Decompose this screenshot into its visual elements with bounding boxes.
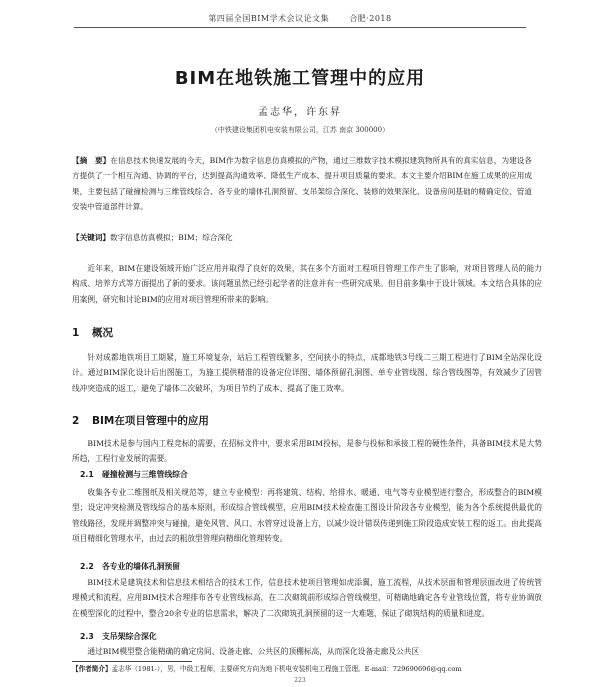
section-2-2-title: 各专业的墙体孔洞预留 [102, 562, 180, 571]
section-1-number: 1 [72, 327, 80, 339]
abstract-block [72, 153, 532, 215]
section-2-heading [72, 413, 209, 428]
author-note [72, 664, 542, 674]
section-2-1-number: 2.1 [80, 470, 94, 479]
abstract-label: 【摘 要】 [72, 156, 111, 165]
section-2-2-number: 2.2 [80, 562, 94, 571]
intro-paragraph: 近年来，BIM在建设领域开始广泛应用并取得了良好的效果，其在多个方面对工程项目管理工作产生了影响，对项目管理人员的能力构成、培养方式等方面提出了新的要求。该问题虽然已经引起学者的注意并有一些研究成果。但目前多集中于设计领域。本文结合具体的应用案例，研究和讨论BIM的应用对项目管理所带来的影响。 [72, 264, 542, 304]
paper-affiliation: （中铁建设集团机电安装有限公司，江苏 南京 300000） [210, 126, 390, 134]
running-head-conference: 第四届全国BIM学术会议论文集 [208, 14, 330, 23]
section-2-3-paragraph: 通过BIM模型整合能精确的确定房间、设备走廊、公共区的顶棚标高，从而深化设备走廊及公共区 [87, 647, 420, 656]
section-2-3-title: 支吊架综合深化 [102, 632, 157, 641]
page-number: 223 [294, 677, 306, 684]
author-note-label: 【作者简介】 [72, 665, 112, 673]
section-2-3-heading [80, 631, 157, 642]
author-note-text: 孟志华（1981-），男，中级工程师，主要研究方向为地下机电安装机电工程施工管理。E-mail：729690696@qq.com [111, 665, 462, 673]
footnote-rule [72, 661, 192, 662]
section-2-1-paragraph: 收集各专业二维图纸及相关规范等，建立专业模型：再将建筑、结构、给排水、暖通、电气等专业模型进行整合，形成整合的BIM模型；设定冲突检测及管线综合的基本原则，形成综合管线模型，应用BIM技术检查施工图设计阶段各专业模型，能为各个系统提供最优的管线路径，发现并调整冲突与碰撞，避免风管、风口、水管穿过设备上方，以减少设计错误传递到施工阶段造成安装工程的返工。由此提高项目精细化管理水平，由过去的粗放型管理向精细化管理转变。 [72, 488, 542, 544]
header-rule [74, 27, 526, 28]
section-2-paragraph: BIM技术是参与国内工程竞标的需要，在招标文件中，要求采用BIM投标，是参与投标和承接工程的硬性条件，具备BIM技术是大势所趋，工程行业发展的需要。 [72, 439, 542, 464]
abstract-text: 在信息技术快速发展的今天，BIM作为数字信息仿真模拟的产物，通过三维数字技术模拟建筑物所具有的真实信息，为建设各方提供了一个相互沟通、协调的平台，达到提高沟通效率、降低生产成本、提升项目质量的要求。本文主要介绍BIM在施工成果的应用成果，主要包括了碰撞检测与三维管线综合、各专业的墙体孔洞预留、支吊架综合深化、装修的效果深化、设备房间基础的精确定位、管道安装中管道部件计算。 [72, 156, 532, 212]
section-1-heading [72, 325, 113, 340]
keywords-text: 数字信息仿真模拟；BIM；综合深化 [109, 233, 233, 242]
section-1-paragraph: 针对成都地铁项目工期紧，施工环境复杂，站后工程管线繁多，空间狭小的特点，成都地铁3号线二三期工程进行了BIM全站深化设计。通过BIM深化设计后出图施工，为施工提供精准的设备定位详图、墙体预留孔洞图、单专业管线图、综合管线图等，有效减少了因管线冲突造成的返工，避免了墙体二次破坏，为项目节约了成本、提高了施工效率。 [72, 353, 542, 393]
section-2-1-title: 碰撞检测与三维管线综合 [102, 470, 188, 479]
section-2-2-paragraph: BIM技术是建筑技术和信息技术相结合的技术工作，信息技术使项目管理如虎添翼，施工流程，从技术层面和管理层面改进了传统管理模式和流程，应用BIM技术合理排布各专业管线标高，在二次砌筑前形成综合管线模型，可精确地确定各专业管线位置，将专业协调放在模型深化的过程中，整合20余专业的信息需求，解决了二次砌筑孔洞预留的这一大难题，保证了砌筑结构的质量和进度。 [72, 578, 542, 618]
section-2-title: BIM在项目管理中的应用 [92, 415, 209, 427]
running-head-place-year: 合肥·2018 [349, 14, 392, 23]
keywords-label: 【关键词】 [72, 233, 110, 242]
paper-title: BIM在地铁施工管理中的应用 [174, 68, 426, 89]
keywords-block [72, 231, 532, 245]
section-2-3-number: 2.3 [80, 632, 94, 641]
section-2-1-heading [80, 469, 188, 480]
running-head [0, 13, 600, 24]
section-1-title: 概况 [92, 327, 113, 339]
section-2-number: 2 [72, 415, 80, 427]
paper-authors: 孟志华，许东昇 [258, 107, 342, 118]
section-2-2-heading [80, 561, 180, 572]
